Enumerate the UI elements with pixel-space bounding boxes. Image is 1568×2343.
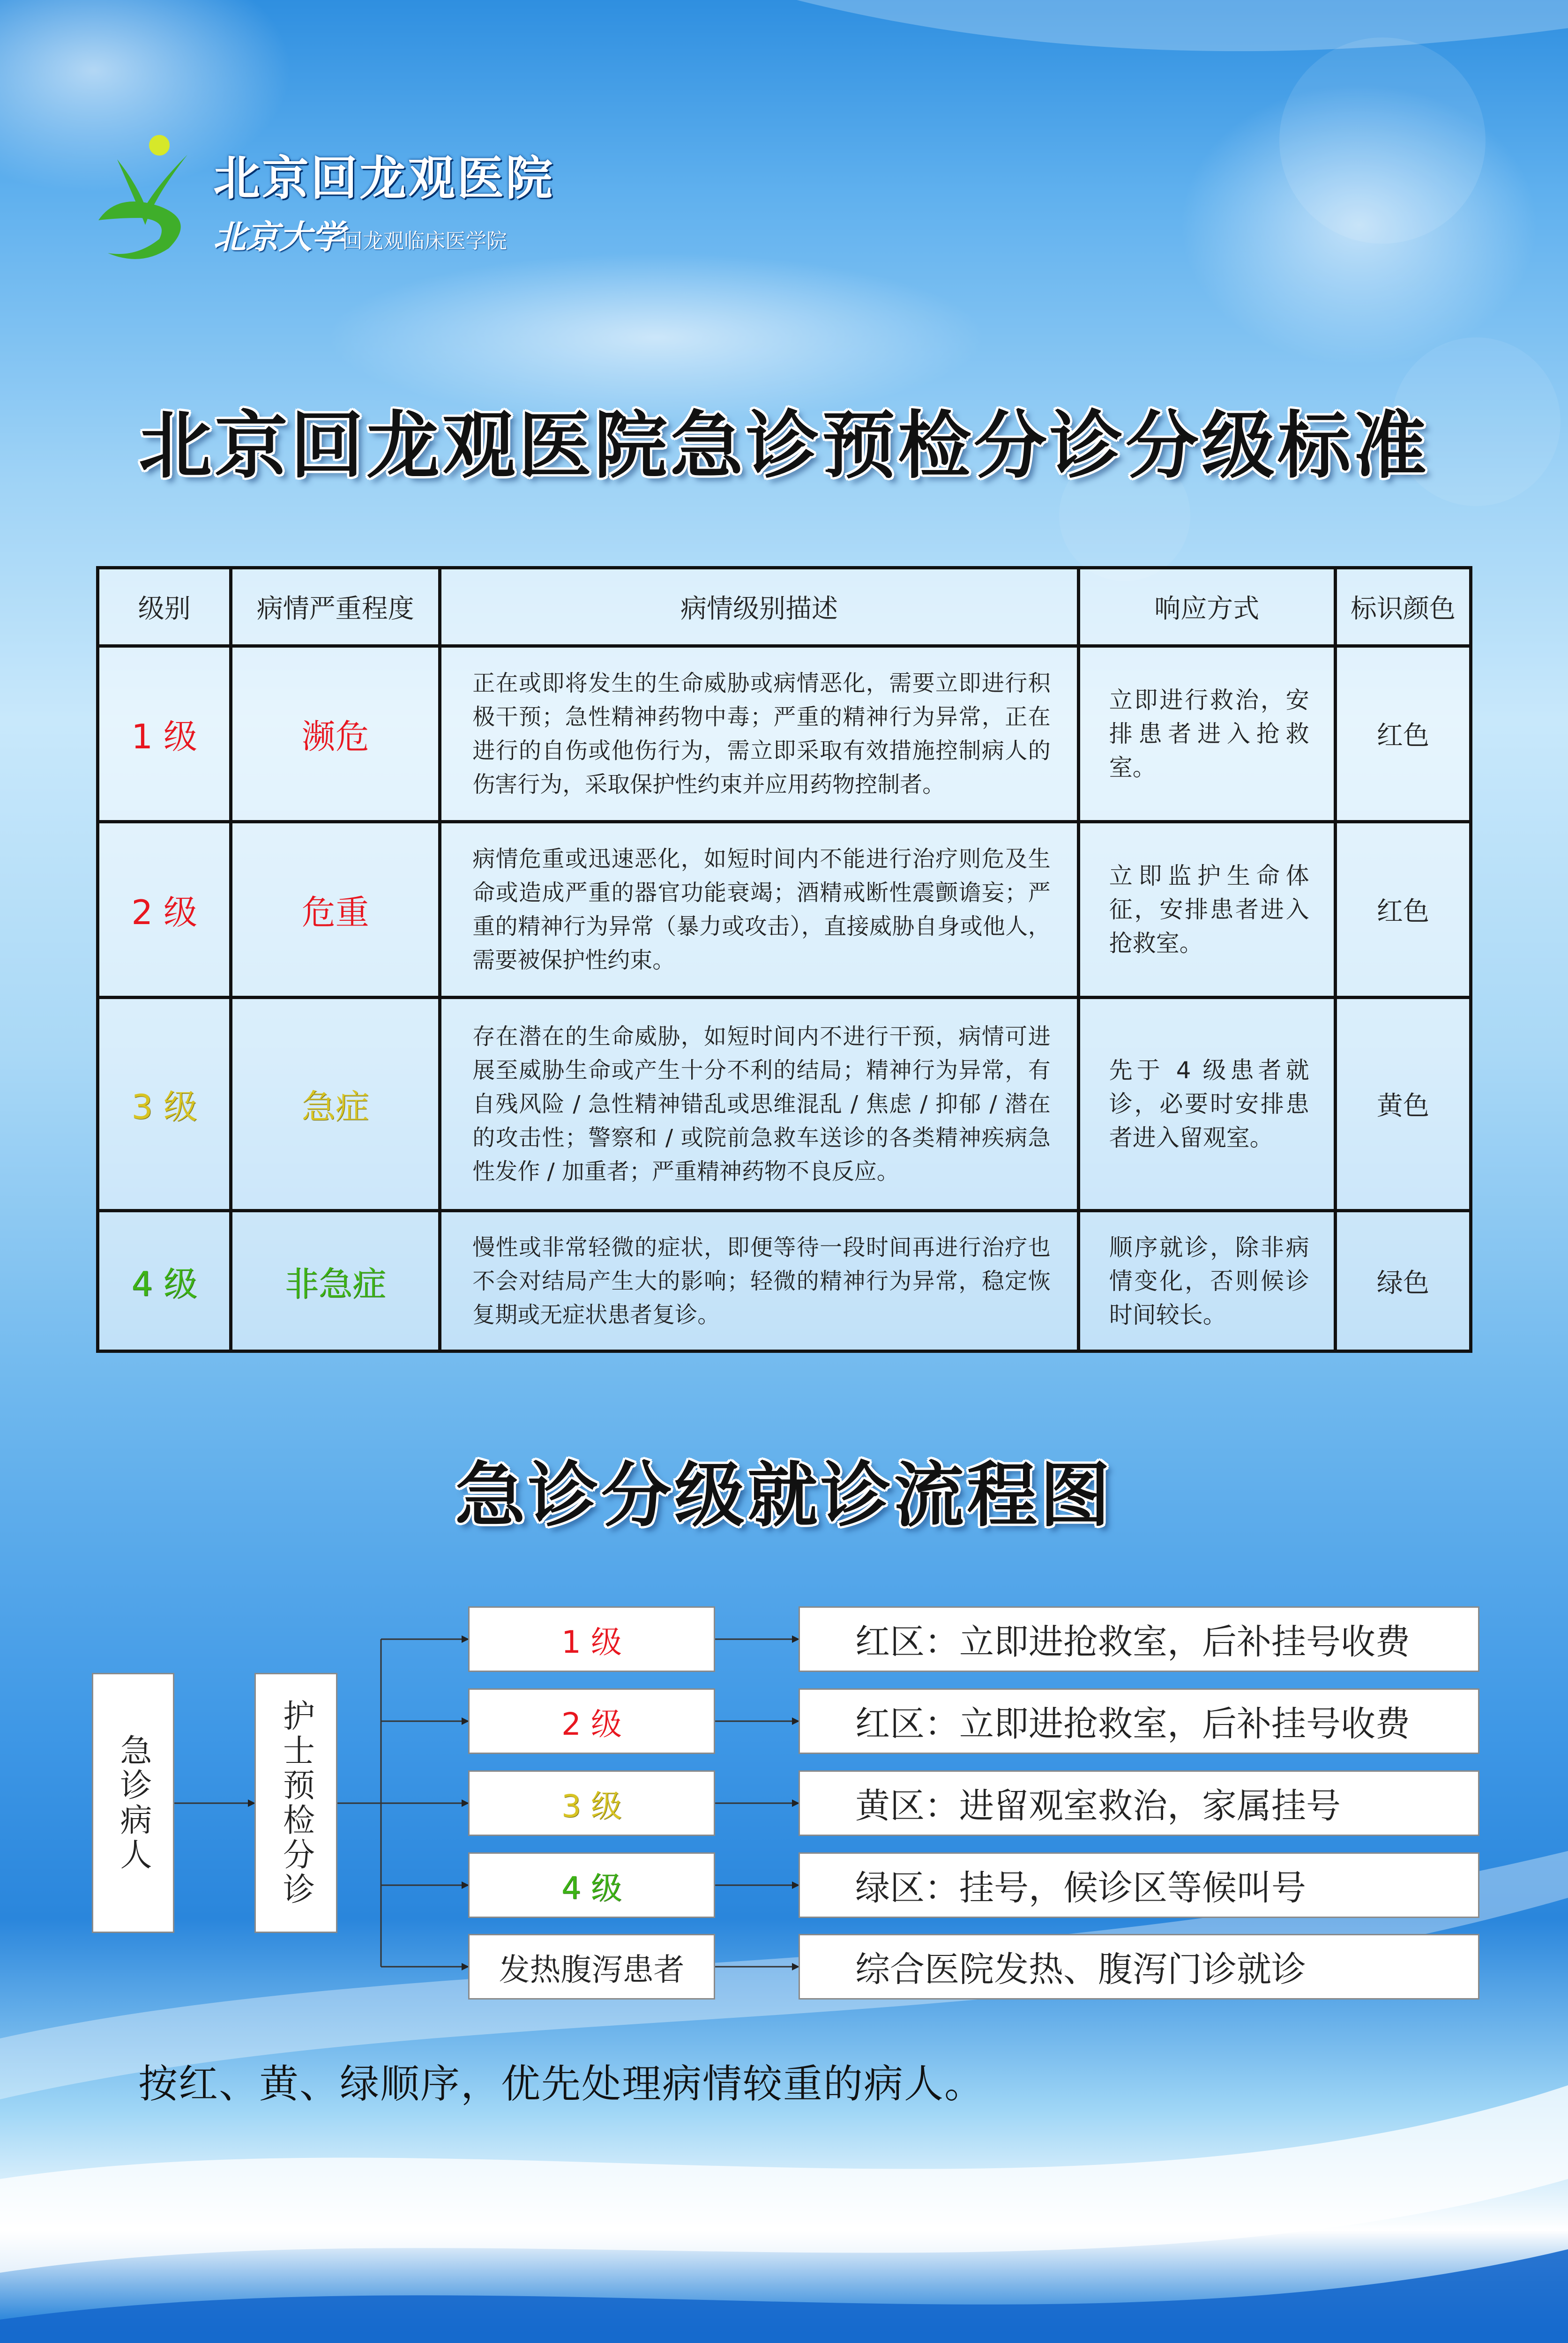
severity-cell: 急症 [231,998,440,1211]
header-color: 标识颜色 [1335,568,1471,646]
flow-level-4-box: 4 级 [468,1852,715,1918]
header-severity: 病情严重程度 [231,568,440,646]
priority-note: 按红、黄、绿顺序，优先处理病情较重的病人。 [138,2061,985,2107]
response-cell: 顺序就诊，除非病情变化，否则候诊时间较长。 [1078,1211,1335,1351]
level-cell: 1 级 [98,646,231,822]
flow-result-3: 黄区：进留观室救治，家属挂号 [799,1770,1479,1836]
color-cell: 黄色 [1335,998,1471,1211]
nurse-triage-label: 护士预检分诊 [277,1699,315,1907]
level-cell: 3 级 [98,998,231,1211]
severity-cell: 危重 [231,822,440,998]
description-cell: 正在或即将发生的生命威胁或病情恶化，需要立即进行积极干预；急性精神药物中毒；严重的精神行为异常，正在进行的自伤或他伤行为，需立即采取有效措施控制病人的伤害行为，采取保护性约束并应用药物控制者。 [440,646,1079,822]
color-cell: 红色 [1335,822,1471,998]
emergency-patient-box [92,1673,174,1933]
flow-result-2: 红区：立即进抢救室，后补挂号收费 [799,1688,1479,1754]
nurse-triage-box [254,1673,337,1933]
level-cell: 2 级 [98,822,231,998]
flow-result-1: 红区：立即进抢救室，后补挂号收费 [799,1606,1479,1672]
color-cell: 绿色 [1335,1211,1471,1351]
flow-level-1-box: 1 级 [468,1606,715,1672]
emergency-patient-label: 急诊病人 [115,1733,152,1873]
severity-cell: 濒危 [231,646,440,822]
flow-result-5: 综合医院发热、腹泻门诊就诊 [799,1934,1479,2000]
severity-cell: 非急症 [231,1211,440,1351]
header-response: 响应方式 [1078,568,1335,646]
response-cell: 立即监护生命体征，安排患者进入抢救室。 [1078,822,1335,998]
flow-chart-title: 急诊分级就诊流程图 [455,1455,1113,1537]
response-cell: 先于 4 级患者就诊，必要时安排患者进入留观室。 [1078,998,1335,1211]
college-name: 回龙观临床医学院 [342,229,507,253]
page-title: 北京回龙观医院急诊预检分诊分级标准 [139,403,1429,488]
description-cell: 慢性或非常轻微的症状，即便等待一段时间再进行治疗也不会对结局产生大的影响；轻微的精神行为异常，稳定恢复期或无症状患者复诊。 [440,1211,1079,1351]
flow-level-3-box: 3 级 [468,1770,715,1836]
level-cell: 4 级 [98,1211,231,1351]
flow-result-4: 绿区：挂号，候诊区等候叫号 [799,1852,1479,1918]
header-description: 病情级别描述 [440,568,1079,646]
flow-fever-diarrhea-box: 发热腹泻患者 [468,1934,715,2000]
description-cell: 病情危重或迅速恶化，如短时间内不能进行治疗则危及生命或造成严重的器官功能衰竭；酒精戒断性震颤谵妄；严重的精神行为异常（暴力或攻击），直接威胁自身或他人，需要被保护性约束。 [440,822,1079,998]
response-cell: 立即进行救治，安排患者进入抢救室。 [1078,646,1335,822]
description-cell: 存在潜在的生命威胁，如短时间内不进行干预，病情可进展至威胁生命或产生十分不利的结局；精神行为异常，有自残风险 / 急性精神错乱或思维混乱 / 焦虑 / 抑郁 / 潜在的攻击性；警察和 / 或院前急救车送诊的各类精神疾病急性发作 / 加重者；严重精神药物不良反应。 [440,998,1079,1211]
color-cell: 红色 [1335,646,1471,822]
flow-level-2-box: 2 级 [468,1688,715,1754]
header-level: 级别 [98,568,231,646]
hospital-name: 北京回龙观医院 [213,151,554,206]
university-signature: 北京大学 [213,217,344,256]
